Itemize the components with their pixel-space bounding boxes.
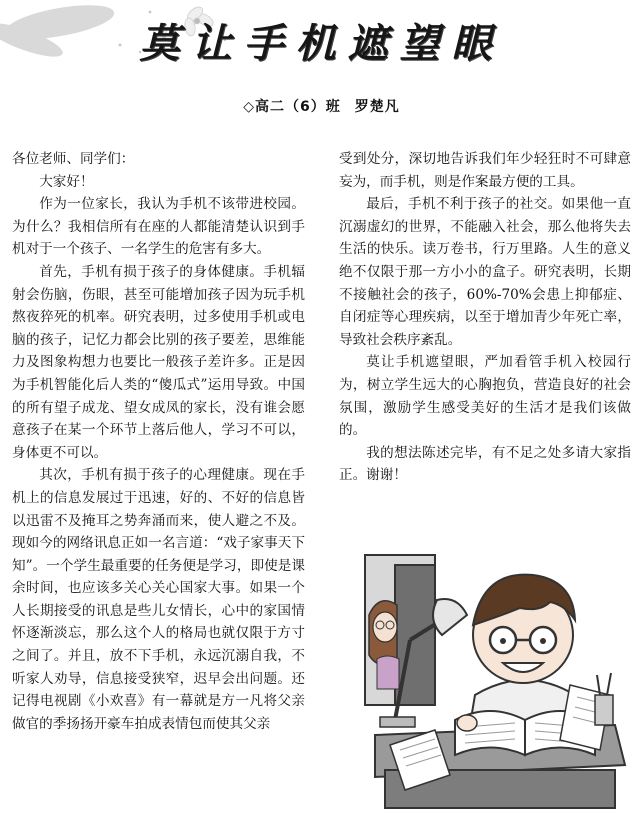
paragraph: 各位老师、同学们： (12, 151, 135, 167)
paragraph: 首先，手机有损于孩子的身体健康。手机辐射会伤脑，伤眼，甚至可能增加孩子因为玩手机熬夜猝死的机率。研究表明，过多使用手机或电脑的孩子，记忆力都会比别的孩子要差，思维能力及图象构想力也要比一般孩子差许多。正是因为手机智能化后人类的“傻瓜式”运用导致。中国的所有望子成龙、望女成凤的家长，没有谁会愿意孩子在某一个环节上落后他人，学习不可以，身体更不可以。 (12, 263, 305, 461)
paragraph: 作为一位家长，我认为手机不该带进校园。为什么？我相信所有在座的人都能清楚认识到手机对于一个孩子、一名学生的危害有多大。 (12, 196, 305, 258)
paragraph: 我的想法陈述完毕，有不足之处多请大家指正。谢谢！ (339, 444, 631, 484)
paragraph: 最后，手机不利于孩子的社交。如果他一直沉溺虚幻的世界，不能融入社会，那么他将失去生活的快乐。读万卷书，行万里路。人生的意义绝不仅限于那一方小小的盒子。研究表明，长期不接触社会的孩子，60%-70%会患上抑郁症、自闭症等心理疾病，以至于增加青少年死亡率，导致社会秩序紊乱。 (339, 196, 631, 348)
author-class: 高二（6）班 (255, 99, 341, 115)
paragraph: 受到处分，深切地告诉我们年少轻狂时不可肆意妄为，而手机，则是作案最方便的工具。 (339, 151, 631, 190)
student-reading-cartoon-icon (355, 545, 627, 813)
paragraph: 其次，手机有损于孩子的心理健康。现在手机上的信息发展过于迅速，好的、不好的信息皆以迅雷不及掩耳之势奔涌而来，使人避之不及。现如今的网络讯息正如一名言道：“戏子家事天下知”。一个学生最重要的任务便是学习，即使是课余时间，也应该多关心关心国家大事。如果一个人长期接受的讯息是些儿女情长，心中的家国情怀逐渐淡忘，那么这个人的格局也就仅限于方寸之间了。并且，放不下手机，永远沉溺自我，不听家人劝导，信息接受狭窄，迟早会出问题。还记得电视剧《小欢喜》有一幕就是方一凡将父亲做官的季扬扬开豪车拍成表情包而使其父亲 (12, 467, 305, 732)
author-name: 罗楚凡 (354, 99, 400, 115)
paragraph: 莫让手机遮望眼，严加看管手机入校园行为，树立学生远大的心胸抱负，营造良好的社会氛围，激励学生感受美好的生活才是我们该做的。 (339, 354, 631, 439)
right-column (339, 148, 631, 487)
paragraph: 大家好！ (39, 173, 94, 190)
byline (0, 96, 643, 116)
left-column (12, 148, 305, 735)
diamond-icon: ◇ (243, 99, 256, 115)
article-title: 莫让手机遮望眼 (139, 20, 504, 67)
